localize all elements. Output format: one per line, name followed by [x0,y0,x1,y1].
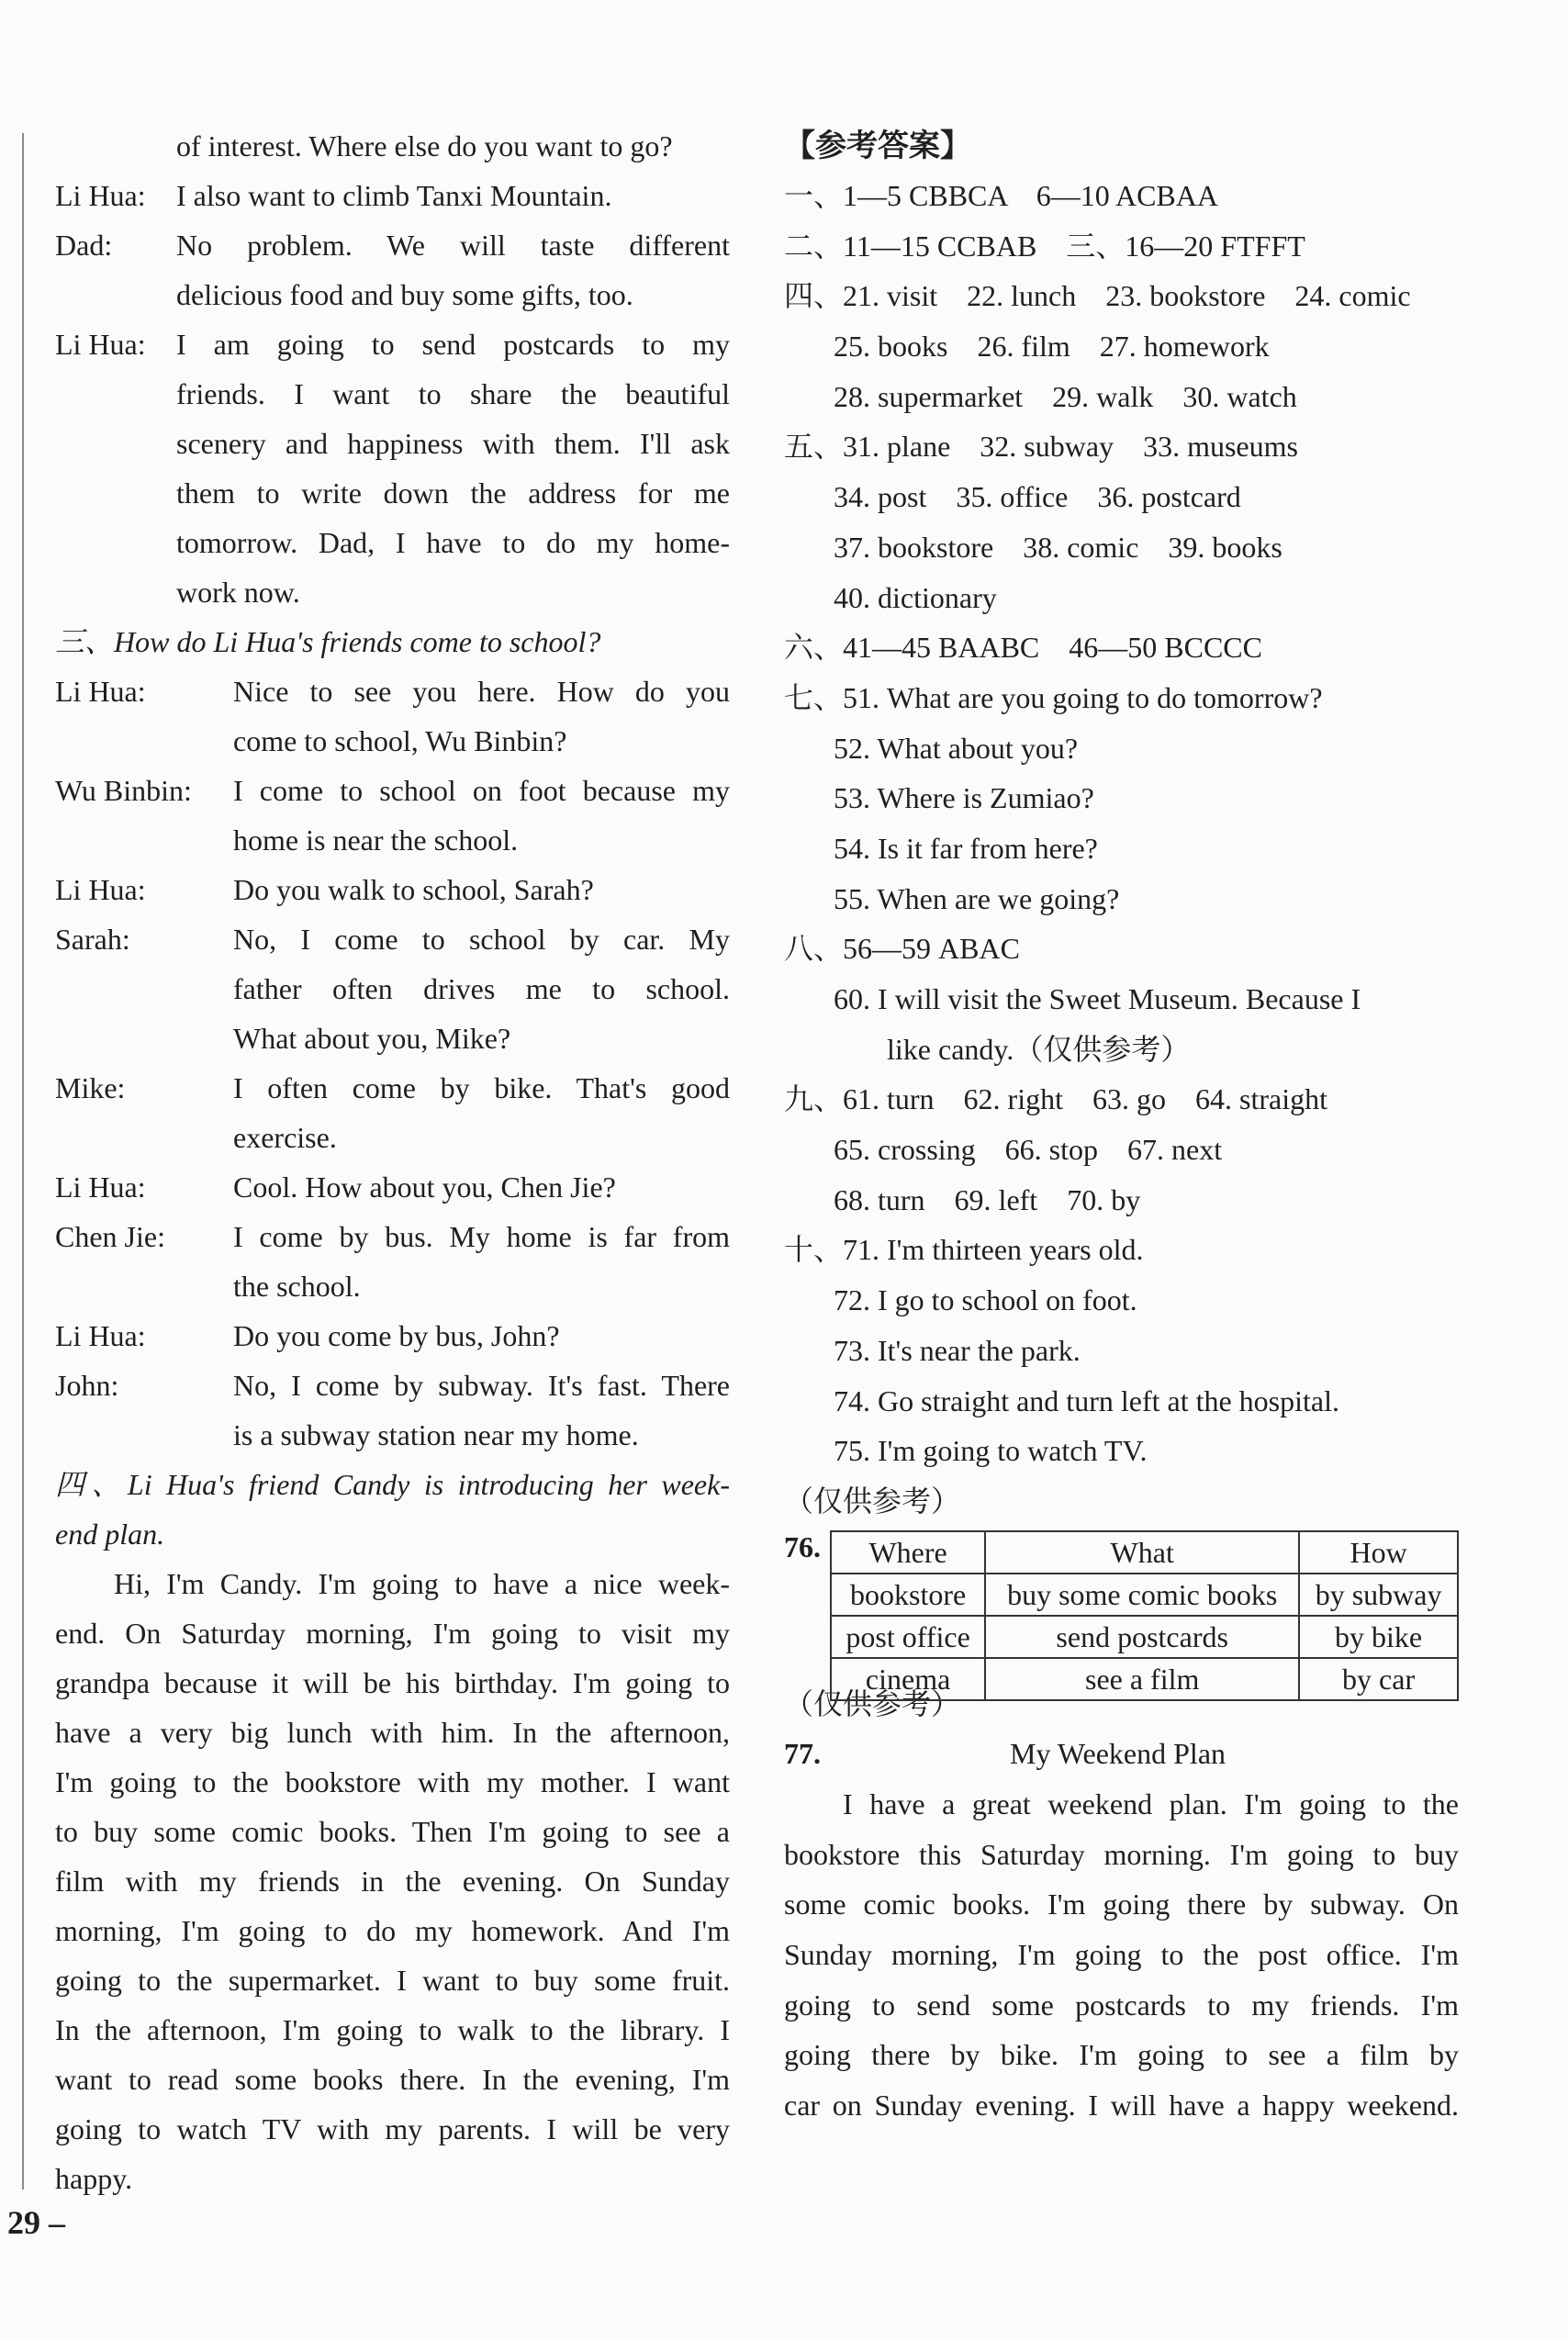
speech-line: No, I come to school by car. My [233,923,730,956]
dialog-turn [55,865,730,914]
speech-line: No, I come by subway. It's fast. There [233,1369,730,1402]
speech-line: Nice to see you here. How do you [233,675,730,708]
answer-line: 68. turn 69. left 70. by [834,1182,1141,1216]
question-77-header [784,1729,1459,1779]
speech-line: exercise. [233,1121,337,1154]
speech-line: the school. [233,1270,361,1303]
question-76 [784,1529,1459,1696]
passage-line: In the afternoon, I'm going to walk to the library. I [55,2013,730,2046]
speaker-label: Li Hua: [55,675,146,708]
table-header-cell: Where [831,1531,985,1574]
speech-line: I come to school on foot because my [233,774,730,807]
question-76-label: 76. [784,1529,821,1563]
table-cell: bookstore [831,1574,985,1616]
essay-line: bookstore this Saturday morning. I'm going to buy [784,1837,1459,1871]
speaker-label: Dad: [55,229,113,262]
speech-line: delicious food and buy some gifts, too. [176,278,633,311]
speaker-label [55,121,176,171]
dialog-li-hua-dad [55,121,730,617]
passage-line: end. On Saturday morning, I'm going to visit my [55,1617,730,1650]
dialog-turn [55,1311,730,1361]
essay-line: I have a great weekend plan. I'm going to the [843,1787,1459,1820]
answer-line: 28. supermarket 29. walk 30. watch [834,379,1297,413]
essay-line: going to send some postcards to my friends. I'm [784,1988,1459,2022]
dialog-turn [55,766,730,865]
speech-line: I also want to climb Tanxi Mountain. [176,179,612,212]
passage-line: want to read some books there. In the evening, I'm [55,2063,730,2096]
passage-line: going to the supermarket. I want to buy some fruit. [55,1964,730,1997]
answer-line: 一、1—5 CBBCA 6—10 ACBAA [784,179,1218,212]
dialog-turn [55,1063,730,1162]
passage-line: film with my friends in the evening. On Sunday [55,1865,730,1898]
right-column [784,121,1459,2131]
speech-line: No problem. We will taste different [176,229,730,262]
passage-line: I'm going to the bookstore with my mother. I want [55,1765,730,1798]
table-cell: by bike [1299,1616,1458,1658]
speech-line: is a subway station near my home. [233,1418,639,1451]
passage-line: grandpa because it will be his birthday. I'm going to [55,1666,730,1699]
table-cell: post office [831,1616,985,1658]
speaker-label: Wu Binbin: [55,774,192,807]
table-cell: by subway [1299,1574,1458,1616]
essay-title: My Weekend Plan [1010,1737,1226,1771]
table-cell: cinema [831,1658,985,1700]
speech-line: friends. I want to share the beautiful [176,377,730,410]
answer-line: like candy.（仅供参考） [887,1032,1191,1066]
speech-line: scenery and happiness with them. I'll ask [176,427,730,460]
speech-line: I come by bus. My home is far from [233,1220,730,1253]
weekend-plan-table [830,1530,1459,1701]
answer-line: 五、31. plane 32. subway 33. museums [784,430,1298,464]
answer-line: 54. Is it far from here? [834,831,1098,865]
answer-line: （仅供参考） [784,1484,961,1518]
section-4-title-line-1: 四、Li Hua's friend Candy is introducing her week- [55,1468,730,1501]
question-77-label: 77. [784,1737,821,1771]
essay-line: some comic books. I'm going there by subway. On [784,1887,1459,1921]
answer-line: 53. Where is Zumiao? [834,781,1094,815]
speaker-label: Li Hua: [55,179,146,212]
section-3-title: 三、How do Li Hua's friends come to school? [55,625,601,658]
answer-list [784,171,1459,1527]
answer-line: 60. I will visit the Sweet Museum. Because I [834,982,1361,1015]
answer-line: 二、11—15 CCBAB 三、16—20 FTFFT [784,229,1305,263]
answer-line: 65. crossing 66. stop 67. next [834,1133,1223,1167]
table-row [831,1616,1458,1658]
answer-line: 四、21. visit 22. lunch 23. bookstore 24. comic [784,279,1411,313]
dialog-turn [55,121,730,171]
speaker-label: Sarah: [55,923,130,956]
table-cell: send postcards [985,1616,1299,1658]
speech-line: I often come by bike. That's good [233,1071,730,1104]
passage-line: morning, I'm going to do my homework. And I'm [55,1914,730,1947]
answer-line: 六、41—45 BAABC 46—50 BCCCC [784,631,1262,665]
table-cell: buy some comic books [985,1574,1299,1616]
essay [784,1779,1459,2131]
answer-line: 十、71. I'm thirteen years old. [784,1233,1144,1267]
speaker-label: John: [55,1369,119,1402]
answer-line: 七、51. What are you going to do tomorrow? [784,680,1323,714]
speech-line: Do you walk to school, Sarah? [233,873,594,906]
speaker-label: Mike: [55,1071,126,1104]
column-rule [22,133,24,2190]
answer-line: 25. books 26. film 27. homework [834,330,1270,364]
left-column [55,121,730,2203]
speech-line: them to write down the address for me [176,476,730,510]
speech-line: Do you come by bus, John? [233,1319,560,1352]
answer-line: 34. post 35. office 36. postcard [834,480,1241,514]
page-number: 29 – [7,2204,65,2241]
candy-passage [55,1559,730,2203]
dialog-turn [55,666,730,766]
passage-line: going to watch TV with my parents. I will be very [55,2112,730,2145]
answer-line: 40. dictionary [834,580,997,614]
speech-line: I am going to send postcards to my [176,328,730,361]
dialog-turn [55,220,730,319]
speech-line: father often drives me to school. [233,972,730,1005]
answer-line: 55. When are we going? [834,881,1120,915]
section-4-title-line-2: end plan. [55,1518,165,1551]
passage-line: Hi, I'm Candy. I'm going to have a nice week- [114,1567,730,1600]
speech-line: come to school, Wu Binbin? [233,724,567,757]
speaker-label: Chen Jie: [55,1220,165,1253]
speech-line: What about you, Mike? [233,1022,511,1055]
answer-line: 74. Go straight and turn left at the hospital. [834,1383,1339,1417]
answer-line: 73. It's near the park. [834,1333,1081,1367]
dialog-turn [55,319,730,617]
dialog-friends-school [55,666,730,1460]
answer-line: 九、61. turn 62. right 63. go 64. straight [784,1082,1327,1116]
dialog-turn [55,1361,730,1460]
dialog-turn [55,1212,730,1311]
speaker-label: Li Hua: [55,873,146,906]
passage-line: happy. [55,2162,133,2195]
essay-line: Sunday morning, I'm going to the post office. I'm [784,1938,1459,1971]
speech-line: Cool. How about you, Chen Jie? [233,1170,616,1204]
table-row [831,1574,1458,1616]
table-cell: by car [1299,1658,1458,1700]
speech-line: tomorrow. Dad, I have to do my home- [176,526,730,559]
dialog-turn [55,1162,730,1212]
speech-line: work now. [176,576,300,609]
essay-line: car on Sunday evening. I will have a happy weekend. [784,2089,1459,2123]
speech-line: home is near the school. [233,823,519,857]
table-header-row [831,1531,1458,1574]
speaker-label: Li Hua: [55,1170,146,1204]
answer-line: 72. I go to school on foot. [834,1283,1137,1317]
reference-note-2: （仅供参考） [784,1686,961,1720]
dialog-turn [55,914,730,1063]
dialog-turn [55,171,730,220]
speaker-label: Li Hua: [55,1319,146,1352]
answer-key-heading: 【参考答案】 [784,128,971,164]
table-header-cell: What [985,1531,1299,1574]
essay-line: going there by bike. I'm going to see a film by [784,2038,1459,2072]
answer-line: 52. What about you? [834,731,1079,765]
passage-line: have a very big lunch with him. In the afternoon, [55,1716,730,1749]
answer-line: 37. bookstore 38. comic 39. books [834,530,1282,564]
table-cell: see a film [985,1658,1299,1700]
table-row [831,1658,1458,1700]
speaker-label: Li Hua: [55,328,146,361]
passage-line: to buy some comic books. Then I'm going to see a [55,1815,730,1848]
answer-line: 75. I'm going to watch TV. [834,1434,1148,1468]
speech-line: of interest. Where else do you want to go? [176,129,673,162]
table-header-cell: How [1299,1531,1458,1574]
answer-line: 八、56—59 ABAC [784,932,1020,966]
